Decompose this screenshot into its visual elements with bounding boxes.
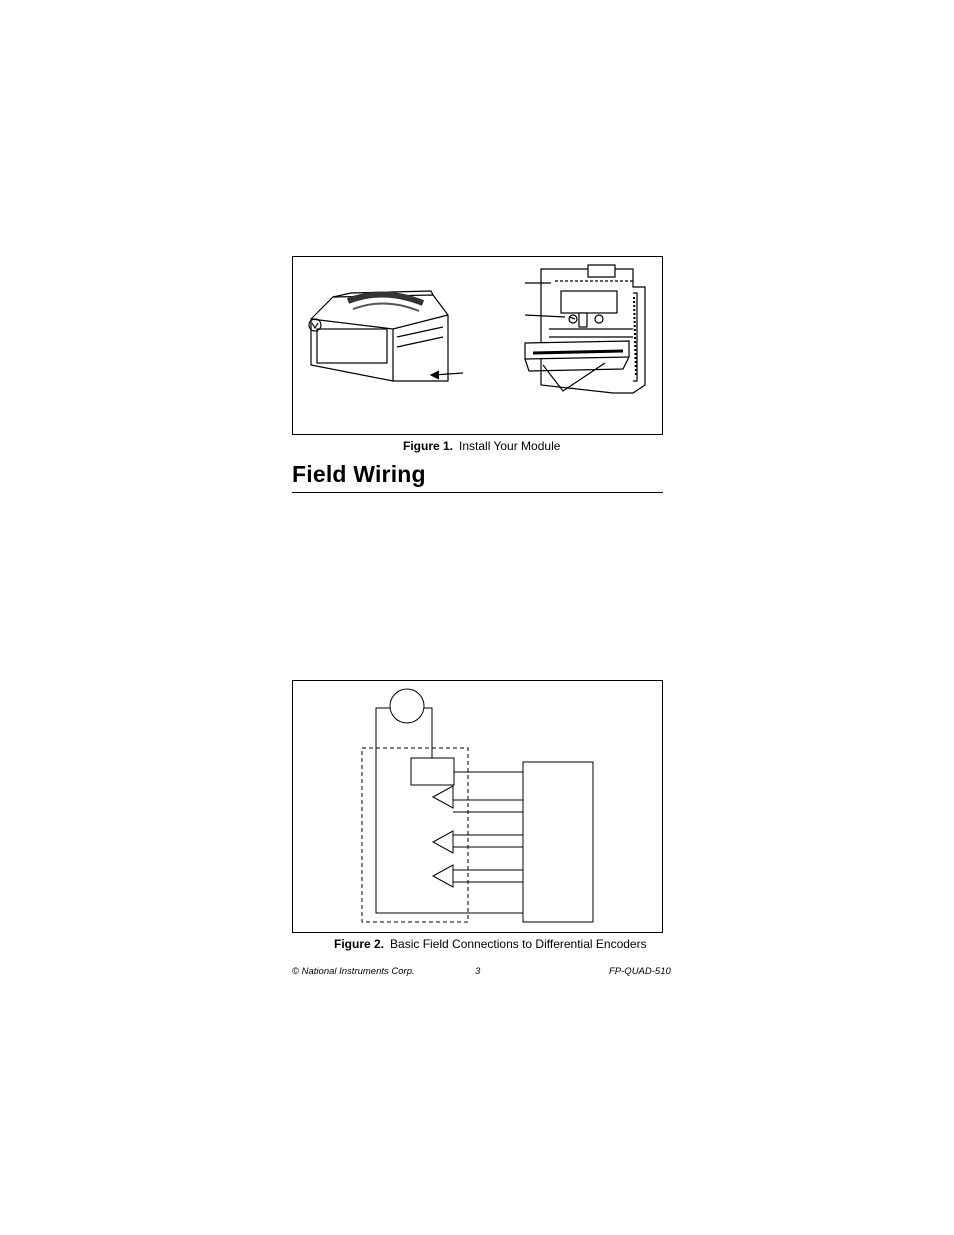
section-heading: Field Wiring [292, 461, 663, 493]
figure-2-caption [334, 937, 647, 951]
figure-1-frame [292, 256, 663, 435]
encoder-box [411, 758, 454, 785]
module-illustration [293, 257, 664, 436]
figure-1-caption [403, 439, 560, 453]
line-driver-a [433, 786, 453, 808]
line-driver-b [433, 831, 453, 853]
figure-1-title: Install Your Module [459, 439, 561, 453]
wiring-diagram [293, 681, 664, 934]
line-driver-z [433, 865, 453, 887]
encoder-circle [390, 689, 424, 723]
figure-2-frame [292, 680, 663, 933]
figure-1-label: Figure 1. [403, 439, 454, 453]
footer-product: FP-QUAD-510 [609, 966, 671, 977]
footer-page-number: 3 [475, 966, 481, 977]
figure-2-label: Figure 2. [334, 937, 385, 951]
figure-2-title: Basic Field Connections to Differential Encoders [390, 937, 647, 951]
footer-copyright: © National Instruments Corp. [292, 966, 415, 977]
connector-block [523, 762, 593, 922]
